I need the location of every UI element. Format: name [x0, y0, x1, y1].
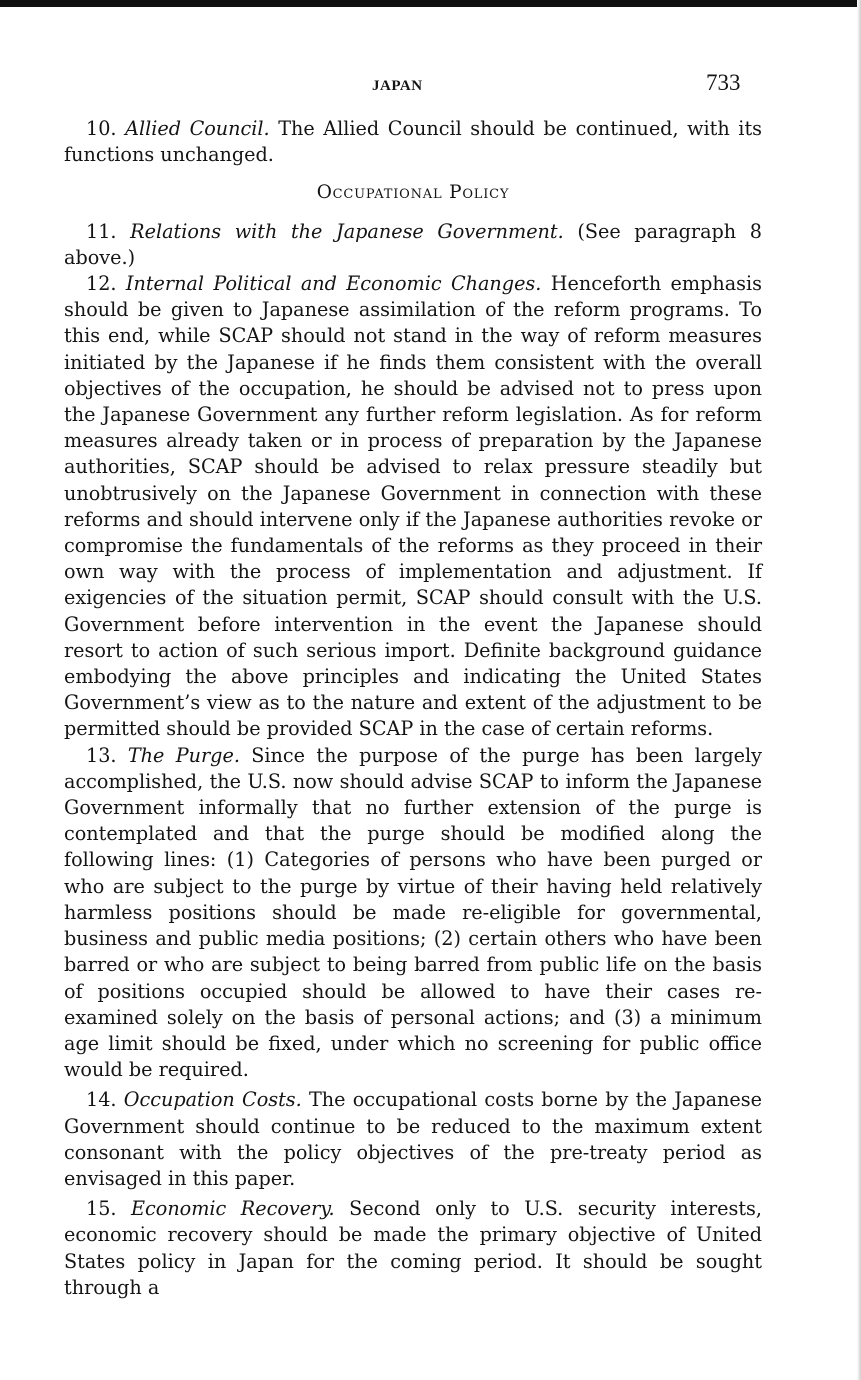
paragraph-number: 11.: [86, 219, 117, 243]
paragraph-heading: Relations with the Japanese Government.: [130, 219, 564, 243]
paragraph-body: Second only to U.S. security interests, economic recovery should be made the primary objective of United States policy in Japan for the coming period. It should be sought through a: [64, 1197, 763, 1299]
running-title: JAPAN: [372, 78, 423, 94]
page-right-edge: [857, 0, 861, 1380]
paragraph-body: The Allied Council should be continued, with its functions unchanged.: [64, 117, 763, 167]
document-body: [64, 116, 762, 1301]
section-heading: Occupational Policy: [316, 182, 510, 204]
paragraph-number: 10.: [86, 117, 117, 140]
paragraph-heading: Economic Recovery.: [131, 1197, 335, 1221]
paragraph-number: 13.: [86, 743, 117, 767]
paragraph-heading: Occupation Costs.: [123, 1088, 302, 1112]
paragraph-13: [64, 743, 762, 1084]
running-head: [0, 72, 861, 104]
paragraph-heading: Internal Political and Economic Changes.: [125, 272, 542, 296]
paragraph-15: [64, 1196, 762, 1301]
page-number: 733: [706, 70, 741, 95]
page-top-border: [0, 0, 861, 7]
paragraph-body: The occupational costs borne by the Japanese Government should continue to be reduced to the maximum extent consonant with the policy objectives of the pre-treaty period as envisaged in this paper.: [64, 1088, 762, 1190]
paragraph-number: 12.: [86, 272, 117, 296]
paragraph-number: 15.: [86, 1197, 117, 1221]
paragraph-body: Henceforth emphasis should be given to Japanese assimilation of the reform programs. To this end, while SCAP should not stand in the way of reform measures initiated by the Japanese if he finds them consistent with the overall objectives of the occupation, he should be advised not to press upon the Japanese Government any further reform legislation. As for reform measures already taken or in process of preparation by the Japanese authorities, SCAP should be advised to relax pressure steadily but unobtrusively on the Japanese Government in connection with these reforms and should intervene only if the Japanese authorities revoke or compromise the fundamentals of the reforms as they proceed in their own way with the process of implementation and adjustment. If exigencies of the situation permit, SCAP should consult with the U.S. Government before intervention in the event the Japanese should resort to action of such serious import. Definite background guidance embodying the above principles and indicating the United States Government’s view as to the nature and extent of the adjustment to be permitted should be provided SCAP in the case of certain reforms.: [64, 272, 763, 741]
paragraph-10: [64, 116, 762, 168]
paragraph-body: (See paragraph 8 above.): [64, 219, 762, 269]
paragraph-11: [64, 219, 762, 271]
paragraph-body: Since the purpose of the purge has been largely accomplished, the U.S. now should advise SCAP to inform the Japanese Government informally that no further extension of the purge is contemplated and that the purge should be modified along the following lines: (1) Categories of persons who have been purged or who are subject to the purge by virtue of their having held relatively harmless positions should be made re-eligible for governmental, business and public media positions; (2) certain others who have been barred or who are subject to being barred from public life on the basis of positions occupied should be allowed to have their cases re-examined solely on the basis of personal actions; and (3) a minimum age limit should be fixed, under which no screening for public office would be required.: [64, 743, 762, 1082]
paragraph-heading: Allied Council.: [125, 117, 270, 140]
paragraph-12: [64, 271, 762, 743]
paragraph-heading: The Purge.: [127, 743, 240, 767]
paragraph-14: [64, 1087, 762, 1192]
paragraph-number: 14.: [86, 1088, 117, 1112]
